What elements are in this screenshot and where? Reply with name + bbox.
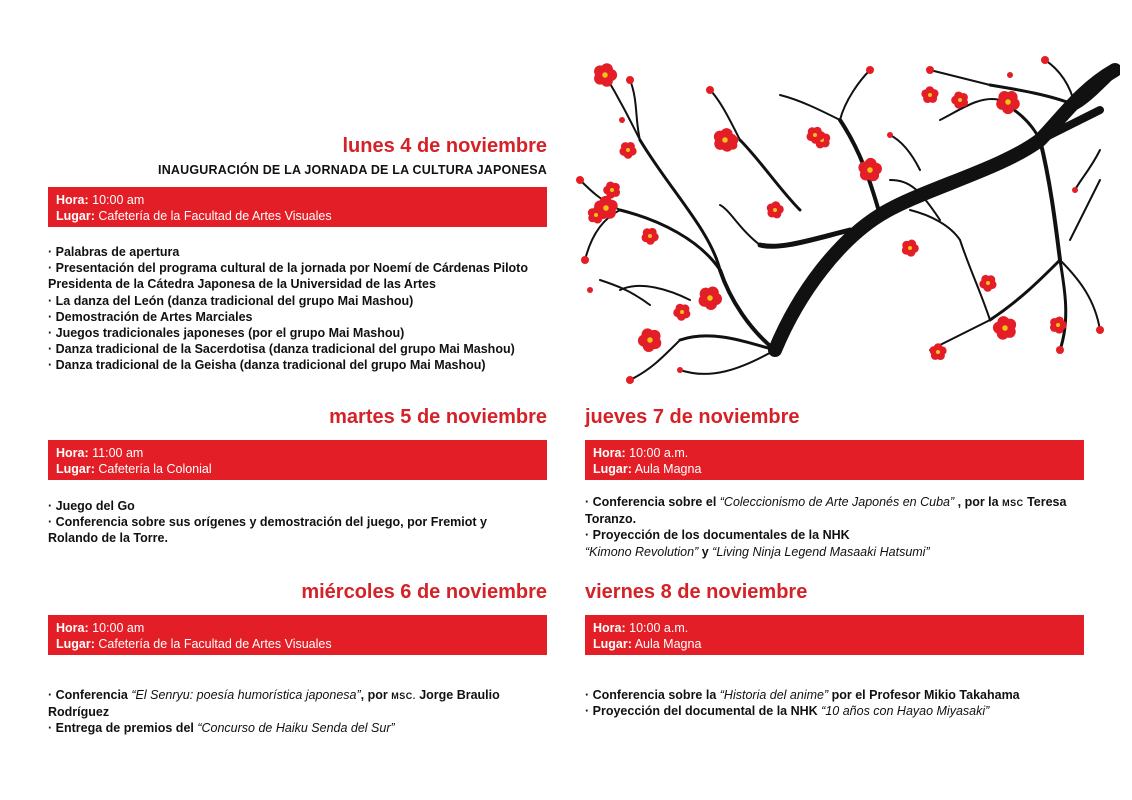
list-item: · Juego del Go: [48, 499, 135, 513]
hora-label: Hora:: [56, 446, 89, 460]
lugar-label: Lugar:: [56, 637, 95, 651]
list-item: · Danza tradicional de la Geisha (danza tradicional del grupo Mai Mashou): [48, 358, 486, 373]
list-item: · Danza tradicional de la Sacerdotisa (danza tradicional del grupo Mai Mashou): [48, 342, 515, 357]
wednesday-info-bar: [48, 615, 547, 655]
friday-program-list: [585, 687, 1095, 719]
blossom-icon: [594, 63, 617, 87]
list-item: Presidenta de la Cátedra Japonesa de la Universidad de las Artes: [48, 277, 436, 292]
wednesday-title: miércoles 6 de noviembre: [301, 581, 547, 603]
monday-program-list: [48, 244, 558, 374]
lugar-value: Cafetería la Colonial: [98, 462, 212, 476]
lugar-label: Lugar:: [593, 637, 632, 651]
tuesday-title: martes 5 de noviembre: [329, 406, 547, 428]
list-item: · Conferencia “El Senryu: poesía humorística japonesa”, por MSC. Jorge Braulio: [48, 688, 500, 702]
hora-value: 11:00 am: [92, 446, 144, 460]
list-item: Rodríguez: [48, 705, 110, 720]
blossom-icon: [951, 91, 968, 108]
list-item: · Conferencia sobre el “Coleccionismo de Arte Japonés en Cuba” , por la MSC Teresa: [585, 495, 1067, 509]
hora-value: 10:00 a.m.: [629, 621, 689, 635]
lugar-value: Aula Magna: [634, 462, 702, 476]
monday-subtitle: INAUGURACIÓN DE LA JORNADA DE LA CULTURA JAPONESA: [158, 163, 547, 177]
blossom-icon: [979, 275, 996, 292]
list-item: Rolando de la Torre.: [48, 531, 168, 546]
hora-value: 10:00 am: [92, 193, 145, 207]
cherry-blossom-branch-icon: [560, 40, 1120, 400]
blossom-icon: [638, 328, 661, 352]
list-item: · Juegos tradicionales japoneses (por el grupo Mai Mashou): [48, 326, 405, 341]
blossom-icon: [673, 304, 690, 321]
monday-info-bar: [48, 187, 547, 227]
blossom-icon: [921, 86, 938, 103]
list-item: · Presentación del programa cultural de la jornada por Noemí de Cárdenas Piloto: [48, 261, 528, 276]
blossom-icon: [642, 228, 659, 245]
blossom-icon: [993, 316, 1016, 340]
blossom-icon: [699, 287, 722, 310]
list-item: · Conferencia sobre la “Historia del anime” por el Profesor Mikio Takahama: [585, 688, 1020, 702]
blossom-icon: [929, 343, 946, 360]
list-item: · Proyección de los documentales de la NHK: [585, 528, 850, 543]
list-item: · Palabras de apertura: [48, 245, 180, 259]
wednesday-program-list: [48, 687, 547, 737]
blossom-icon: [902, 240, 919, 257]
blossom-icon: [619, 142, 636, 159]
friday-info-bar: [585, 615, 1084, 655]
lugar-label: Lugar:: [56, 462, 95, 476]
list-item: · Conferencia sobre sus orígenes y demostración del juego, por Fremiot y: [48, 515, 487, 530]
hora-value: 10:00 a.m.: [629, 446, 689, 460]
lugar-value: Cafetería de la Facultad de Artes Visuales: [98, 637, 332, 651]
list-item: Toranzo.: [585, 512, 637, 527]
list-item: “Kimono Revolution” y “Living Ninja Legend Masaaki Hatsumi”: [585, 544, 930, 559]
list-item: · La danza del León (danza tradicional del grupo Mai Mashou): [48, 293, 414, 308]
hora-label: Hora:: [56, 193, 89, 207]
hora-label: Hora:: [56, 621, 89, 635]
tuesday-program-list: [48, 498, 547, 547]
hora-label: Hora:: [593, 446, 626, 460]
list-item: · Entrega de premios del “Concurso de Haiku Senda del Sur”: [48, 721, 395, 736]
friday-title: viernes 8 de noviembre: [585, 581, 808, 603]
blossom-icon: [767, 201, 784, 218]
thursday-program-list: [585, 494, 1095, 560]
lugar-label: Lugar:: [593, 462, 632, 476]
lugar-label: Lugar:: [56, 209, 95, 223]
list-item: · Proyección del documental de la NHK “10 años con Hayao Miyasaki”: [585, 704, 990, 719]
lugar-value: Aula Magna: [634, 637, 702, 651]
hora-value: 10:00 am: [92, 621, 145, 635]
list-item: · Demostración de Artes Marciales: [48, 309, 253, 324]
hora-label: Hora:: [593, 621, 626, 635]
monday-title: lunes 4 de noviembre: [342, 135, 547, 157]
thursday-title: jueves 7 de noviembre: [585, 406, 800, 428]
lugar-value: Cafetería de la Facultad de Artes Visuales: [98, 209, 332, 223]
tuesday-info-bar: [48, 440, 547, 480]
thursday-info-bar: [585, 440, 1084, 480]
